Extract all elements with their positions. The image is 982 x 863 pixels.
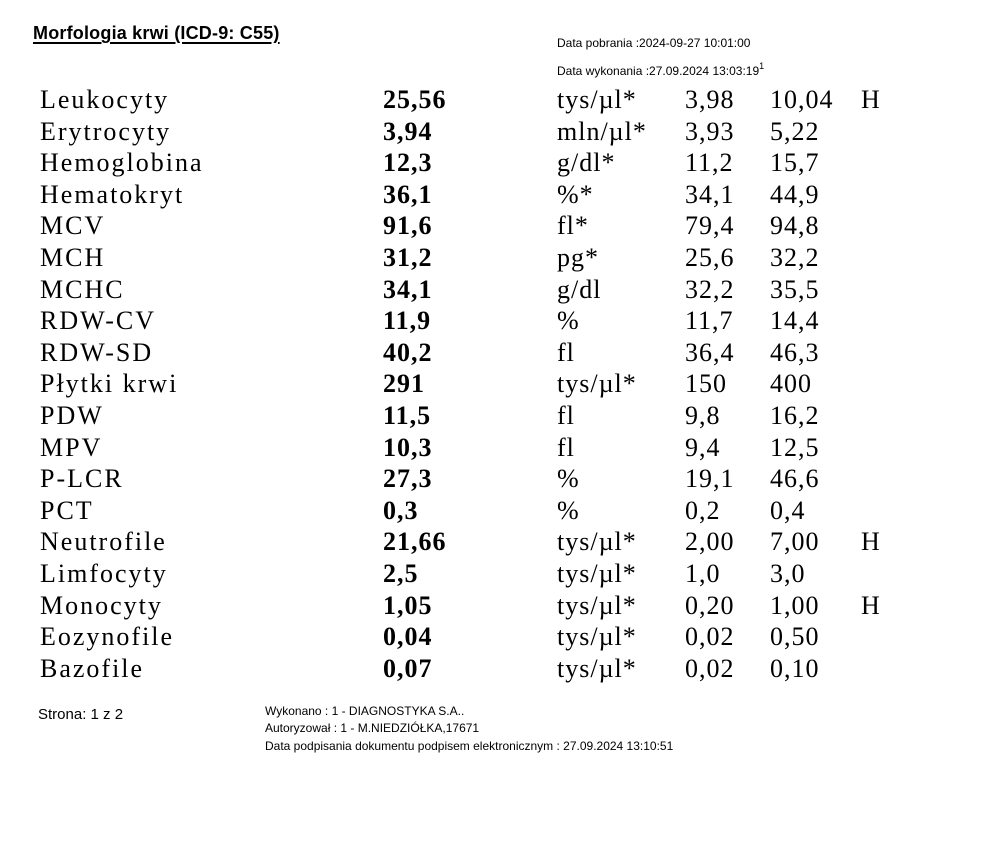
result-unit: fl [557,400,575,430]
result-unit: tys/µl* [557,622,637,652]
table-row [40,84,960,116]
result-value: 2,5 [383,558,419,588]
result-unit: fl* [557,211,589,241]
abnormal-flag: H [861,527,881,557]
table-row [40,590,960,622]
result-unit: fl [557,337,575,367]
result-value: 10,3 [383,432,433,462]
table-row [40,432,960,464]
table-row [40,495,960,527]
ref-range-high: 5,22 [770,116,820,146]
table-row [40,179,960,211]
result-value: 40,2 [383,337,433,367]
result-value: 27,3 [383,464,433,494]
ref-range-high: 32,2 [770,242,820,272]
ref-range-high: 0,4 [770,495,806,525]
result-unit: % [557,464,580,494]
result-value: 0,04 [383,622,433,652]
test-name: P-LCR [40,464,124,494]
execution-date-footnote: 1 [759,61,765,71]
execution-date-text: Data wykonania :27.09.2024 13:03:19 [557,64,760,78]
test-name: RDW-CV [40,306,156,336]
table-row [40,621,960,653]
ref-range-low: 32,2 [685,274,735,304]
result-value: 91,6 [383,211,433,241]
result-value: 25,56 [383,85,447,114]
result-unit: g/dl [557,274,602,304]
result-value: 0,07 [383,653,433,683]
ref-range-high: 3,0 [770,558,806,588]
ref-range-low: 0,02 [685,653,735,683]
authorized-by: Autoryzował : 1 - M.NIEDZIÓŁKA,17671 [265,721,480,736]
result-value: 291 [383,369,425,399]
result-unit: % [557,495,580,525]
result-value: 31,2 [383,242,433,272]
result-unit: tys/µl* [557,653,637,683]
table-row [40,558,960,590]
ref-range-high: 94,8 [770,211,820,241]
table-row [40,274,960,306]
table-row [40,400,960,432]
result-value: 11,9 [383,306,432,336]
result-value: 36,1 [383,179,433,209]
result-unit: g/dl* [557,148,616,178]
table-row [40,337,960,369]
ref-range-low: 3,93 [685,116,735,146]
ref-range-low: 0,02 [685,622,735,652]
page-number: Strona: 1 z 2 [38,706,124,723]
result-unit: pg* [557,242,599,272]
test-name: PDW [40,400,104,430]
ref-range-high: 1,00 [770,590,820,620]
ref-range-high: 400 [770,369,812,399]
ref-range-high: 0,50 [770,622,820,652]
test-name: Eozynofile [40,622,175,652]
test-name: RDW-SD [40,337,154,367]
ref-range-low: 0,20 [685,590,735,620]
result-unit: fl [557,432,575,462]
abnormal-flag: H [861,590,881,620]
ref-range-high: 16,2 [770,400,820,430]
result-value: 34,1 [383,274,433,304]
test-name: PCT [40,495,94,525]
ref-range-low: 1,0 [685,558,721,588]
ref-range-low: 79,4 [685,211,735,241]
result-value: 21,66 [383,527,447,557]
test-name: Płytki krwi [40,369,179,399]
ref-range-high: 46,6 [770,464,820,494]
ref-range-low: 2,00 [685,527,735,557]
ref-range-low: 36,4 [685,337,735,367]
table-row [40,653,960,685]
results-table [40,84,960,684]
result-value: 1,05 [383,590,433,620]
footer-block [265,703,673,755]
table-row [40,242,960,274]
result-unit: % [557,306,580,336]
table-row [40,463,960,495]
page-title: Morfologia krwi (ICD-9: C55) [33,23,280,43]
ref-range-high: 0,10 [770,653,820,683]
ref-range-low: 3,98 [685,85,735,114]
ref-range-low: 11,2 [685,148,734,178]
performed-by: Wykonano : 1 - DIAGNOSTYKA S.A.. [265,704,465,718]
ref-range-high: 46,3 [770,337,820,367]
ref-range-high: 44,9 [770,179,820,209]
ref-range-low: 9,4 [685,432,721,462]
collection-date: Data pobrania :2024-09-27 10:01:00 [557,36,751,50]
test-name: Monocyty [40,590,163,620]
result-unit: tys/µl* [557,527,637,557]
ref-range-high: 35,5 [770,274,820,304]
signature-date: Data podpisania dokumentu podpisem elektronicznym : 27.09.2024 13:10:51 [265,738,674,753]
result-value: 11,5 [383,400,432,430]
test-name: Bazofile [40,653,145,683]
result-value: 12,3 [383,148,433,178]
test-name: MCHC [40,274,125,304]
test-name: MPV [40,432,103,462]
ref-range-high: 15,7 [770,148,820,178]
ref-range-high: 12,5 [770,432,820,462]
ref-range-low: 25,6 [685,242,735,272]
test-name: Leukocyty [40,85,170,114]
ref-range-low: 34,1 [685,179,735,209]
result-unit: tys/µl* [557,369,637,399]
ref-range-low: 150 [685,369,727,399]
result-unit: mln/µl* [557,116,647,146]
execution-date [557,61,765,78]
ref-range-low: 19,1 [685,464,735,494]
table-row [40,147,960,179]
test-name: Neutrofile [40,527,167,557]
table-row [40,526,960,558]
test-name: Erytrocyty [40,116,172,146]
result-value: 3,94 [383,116,433,146]
result-unit: tys/µl* [557,558,637,588]
result-unit: tys/µl* [557,590,637,620]
table-row [40,368,960,400]
abnormal-flag: H [861,85,881,114]
table-row [40,210,960,242]
result-value: 0,3 [383,495,419,525]
test-name: Hematokryt [40,179,185,209]
test-name: Hemoglobina [40,148,204,178]
ref-range-low: 9,8 [685,400,721,430]
ref-range-low: 11,7 [685,306,734,336]
test-name: MCH [40,242,106,272]
test-name: Limfocyty [40,558,168,588]
ref-range-low: 0,2 [685,495,721,525]
ref-range-high: 7,00 [770,527,820,557]
test-name: MCV [40,211,106,241]
result-unit: %* [557,179,594,209]
ref-range-high: 10,04 [770,85,834,114]
table-row [40,305,960,337]
result-unit: tys/µl* [557,85,637,114]
ref-range-high: 14,4 [770,306,820,336]
table-row [40,116,960,148]
